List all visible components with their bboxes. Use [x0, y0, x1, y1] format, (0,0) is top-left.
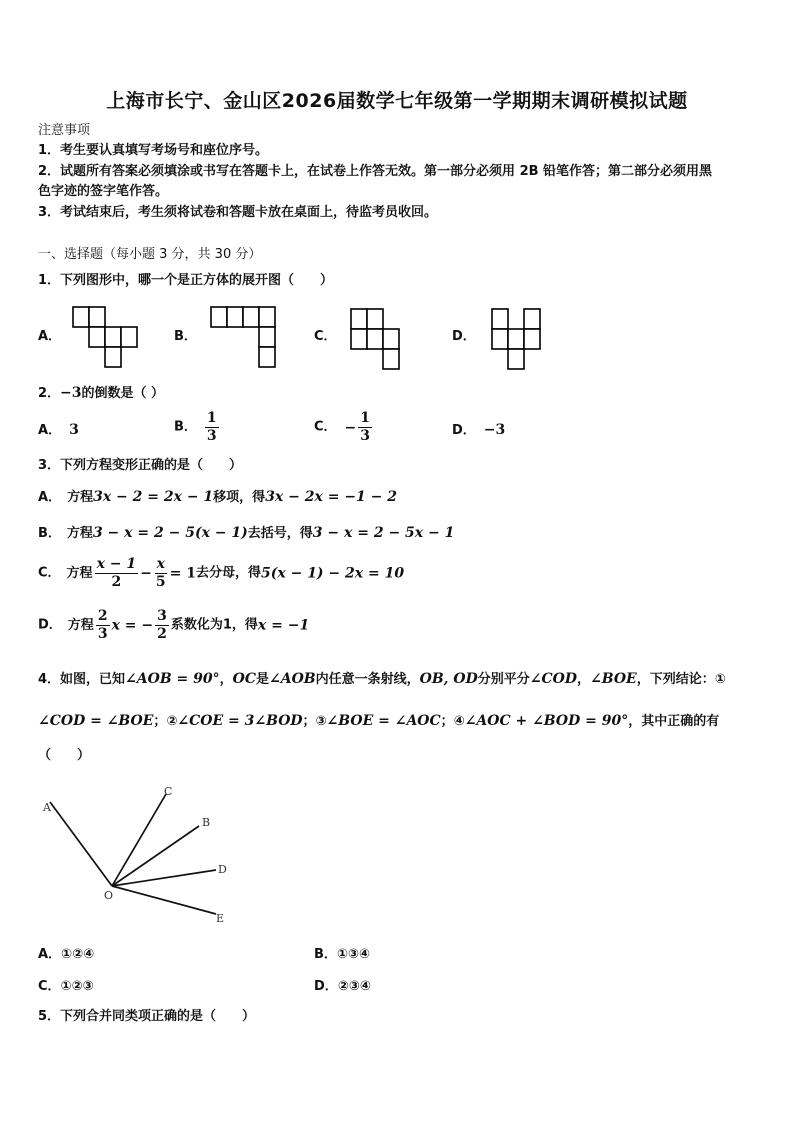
notice-item: 2．试题所有答案必须填涂或书写在答题卡上，在试卷上作答无效。第一部分必须用 2B 铅笔作答；第二部分必须用黑: [38, 164, 713, 179]
q4-text: ；③: [302, 714, 327, 729]
q1-option-c-net[interactable]: [350, 308, 400, 372]
q4-text: ；④: [440, 714, 465, 729]
fraction-numerator: 3: [157, 608, 167, 624]
q2-option-c[interactable]: [314, 410, 374, 445]
fraction-denominator: 2: [157, 626, 167, 642]
ray-od: [112, 870, 216, 886]
q3-text: 方程: [66, 565, 93, 581]
q4-text: ，下列结论：①: [636, 672, 726, 687]
q4-option-d[interactable]: D．②③④: [314, 979, 371, 994]
point-label-b: B: [202, 816, 211, 829]
q3-equation: x = −1: [257, 617, 310, 634]
q4-text: ；②: [153, 714, 178, 729]
q3-equation: x = −: [111, 617, 154, 634]
ray-oa: [50, 802, 112, 886]
ray-oc: [112, 794, 166, 886]
notice-item: 1．考生要认真填写考场号和座位序号。: [38, 143, 269, 158]
q4-math: ∠BOE = ∠AOC: [326, 713, 441, 729]
q4-math: ∠COD: [529, 671, 578, 687]
q3-text: 去分母，得: [195, 565, 261, 581]
fraction-denominator: 3: [360, 428, 371, 444]
q4-option-b[interactable]: B．①③④: [314, 947, 370, 962]
q3-text: 系数化为1，得: [170, 617, 258, 633]
q4-math: OC: [232, 671, 256, 687]
q4-text: ，: [577, 672, 591, 687]
q2-option-a-label: A．: [38, 423, 62, 438]
q3-fraction: [96, 608, 110, 643]
q4-math: ∠AOC + ∠BOD = 90°: [464, 713, 629, 729]
q3-equation: 5(x − 1) − 2x = 10: [261, 565, 405, 582]
angle-figure: [36, 780, 246, 930]
q3-option-c[interactable]: [38, 556, 404, 591]
question-3-stem: 3．下列方程变形正确的是（ ）: [38, 458, 243, 473]
q1-option-d-label[interactable]: D．: [452, 329, 476, 344]
q3-fraction: [95, 556, 139, 591]
ray-ob: [112, 826, 199, 886]
fraction-denominator: 3: [206, 428, 217, 444]
q4-text: ，: [219, 672, 233, 687]
q1-option-c-label[interactable]: C．: [314, 329, 337, 344]
q2-option-a-value: 3: [69, 422, 79, 438]
q2-option-c-label: C．: [314, 419, 337, 435]
q1-option-b-net[interactable]: [210, 306, 276, 370]
q2-option-a[interactable]: [38, 421, 79, 440]
q4-text: 4．如图，已知: [38, 672, 126, 687]
q4-math: ∠AOB = 90°: [125, 671, 220, 687]
fraction-numerator: x: [156, 556, 165, 572]
q3-fraction: [155, 608, 169, 643]
q4-math: ∠COE = 3∠BOD: [177, 713, 303, 729]
fraction-numerator: 1: [360, 410, 371, 426]
q2-option-b-label: B．: [174, 419, 197, 435]
question-4-stem-line1: [38, 670, 726, 689]
q3-option-a-label: A．: [38, 490, 62, 505]
q3-equation: 3x − 2x = −1 − 2: [265, 489, 398, 505]
q3-text: 方程: [66, 526, 93, 541]
point-label-c: C: [164, 785, 173, 798]
q2-option-b-fraction: [205, 410, 219, 445]
q3-equation: 3x − 2 = 2x − 1: [93, 489, 214, 505]
fraction-numerator: x − 1: [96, 556, 137, 572]
fraction-denominator: 2: [111, 574, 122, 590]
q3-option-b[interactable]: [38, 524, 454, 543]
q3-text: 方程: [67, 617, 94, 633]
question-4-stem-line2: [38, 712, 719, 731]
q2-option-d-value: −3: [483, 422, 506, 438]
ray-oe: [112, 886, 216, 914]
q3-option-d-label: D．: [38, 617, 62, 633]
question-2-stem: [38, 384, 164, 403]
q4-text: ，其中正确的有: [628, 714, 720, 729]
notice-heading: 注意事项: [38, 123, 91, 138]
fraction-denominator: 3: [97, 626, 108, 642]
q3-option-b-label: B．: [38, 526, 61, 541]
q3-equation: = 1: [169, 565, 196, 582]
q4-math: OB, OD: [419, 671, 478, 687]
q4-math: ∠BOE: [590, 671, 637, 687]
notice-item: 3．考试结束后，考生须将试卷和答题卡放在桌面上，待监考员收回。: [38, 205, 438, 220]
fraction-denominator: 5: [155, 574, 166, 590]
point-label-d: D: [218, 863, 227, 876]
q4-math: ∠COD = ∠BOE: [38, 713, 154, 729]
q2-expr: −3: [60, 385, 82, 401]
point-label-a: A: [43, 801, 51, 814]
q2-option-c-fraction: [358, 410, 372, 445]
q3-option-c-label: C．: [38, 565, 61, 581]
point-label-e: E: [216, 912, 225, 925]
q2-option-c-sign: −: [344, 419, 357, 436]
q1-option-a-label[interactable]: A．: [38, 329, 62, 344]
q1-option-d-net[interactable]: [491, 308, 541, 372]
q4-option-c[interactable]: C．①②③: [38, 979, 94, 994]
q3-option-a[interactable]: [38, 488, 397, 507]
q3-text: 方程: [67, 490, 94, 505]
q4-option-a[interactable]: A．①②④: [38, 947, 95, 962]
q3-text: 移项，得: [213, 490, 266, 505]
q3-operator: −: [140, 565, 152, 582]
q1-option-a-net[interactable]: [72, 306, 138, 370]
q4-text: 内任意一条射线，: [315, 672, 420, 687]
question-5-stem: 5．下列合并同类项正确的是（ ）: [38, 1009, 256, 1024]
point-label-o: O: [104, 889, 114, 902]
q4-text: 分别平分: [477, 672, 530, 687]
q3-equation: 3 − x = 2 − 5(x − 1): [92, 525, 248, 541]
q3-fraction: [154, 556, 168, 591]
q2-text: 的倒数是（ ）: [81, 386, 165, 401]
q2-option-d-label: D．: [452, 423, 476, 438]
notice-item: 色字迹的签字笔作答。: [38, 184, 169, 199]
question-4-answer-blank: （ ）: [38, 748, 91, 763]
q2-option-d[interactable]: [452, 421, 505, 440]
question-1-stem: 1．下列图形中，哪一个是正方体的展开图（ ）: [38, 273, 334, 288]
q2-num: 2．: [38, 386, 61, 401]
fraction-numerator: 2: [97, 608, 108, 624]
q3-text: 去括号，得: [247, 526, 313, 541]
q1-option-b-label[interactable]: B．: [174, 329, 197, 344]
q3-equation: 3 − x = 2 − 5x − 1: [312, 525, 455, 541]
q3-option-d[interactable]: [38, 608, 309, 643]
q2-option-b[interactable]: [174, 410, 221, 445]
q4-text: 是: [256, 672, 270, 687]
fraction-numerator: 1: [206, 410, 217, 426]
section-heading: 一、选择题（每小题 3 分，共 30 分）: [38, 247, 262, 262]
page-title: 上海市长宁、金山区2026届数学七年级第一学期期末调研模拟试题: [106, 90, 688, 112]
q4-math: ∠AOB: [269, 671, 316, 687]
